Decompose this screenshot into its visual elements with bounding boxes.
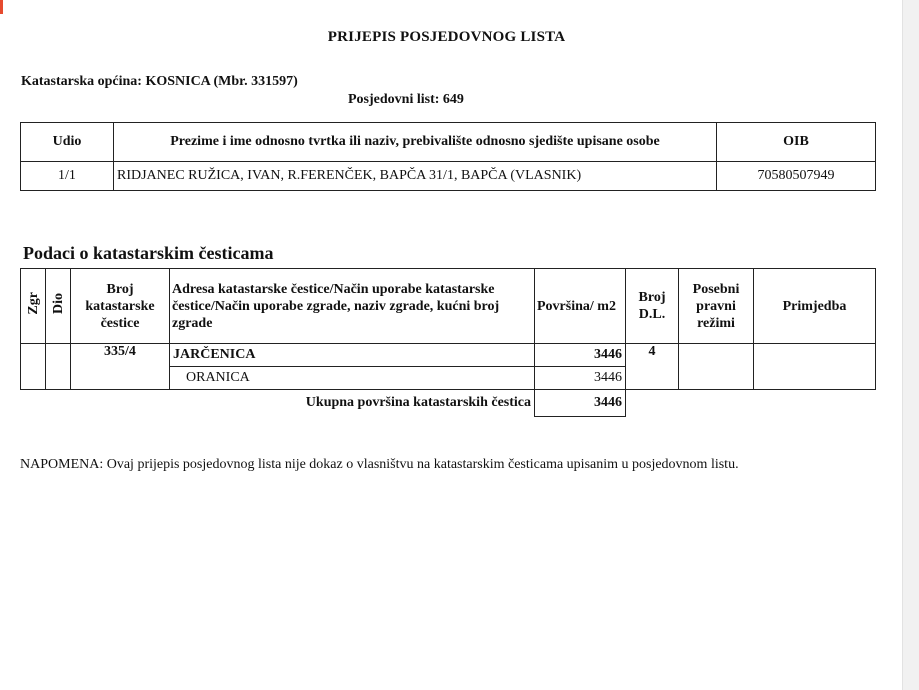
header-share: Udio <box>21 123 114 162</box>
owners-table <box>20 122 876 191</box>
note-text: NAPOMENA: Ovaj prijepis posjedovnog lista nije dokaz o vlasništvu na katastarskim česticama upisanim u posjedovnom listu. <box>20 457 739 472</box>
owners-header-row <box>21 123 876 162</box>
parcel-usage-area: 3446 <box>535 367 626 390</box>
owner-name: RIDJANEC RUŽICA, IVAN, R.FERENČEK, BAPČA 31/1, BAPČA (VLASNIK) <box>114 162 717 191</box>
total-row <box>21 390 876 417</box>
cell-remark <box>754 344 876 390</box>
owner-share: 1/1 <box>21 162 114 191</box>
header-owner-name: Prezime i ime odnosno tvrtka ili naziv, prebivalište odnosno sjedište upisane osobe <box>114 123 717 162</box>
parcel-address: JARČENICA <box>170 344 535 367</box>
header-address: Adresa katastarske čestice/Način uporabe katastarske čestice/Način uporabe zgrade, naziv zgrade, kućni broj zgrade <box>170 269 535 344</box>
table-row <box>21 344 876 367</box>
total-value: 3446 <box>535 390 626 417</box>
header-zgr: Zgr <box>21 269 46 344</box>
header-parcel-number: Broj katastarske čestice <box>71 269 170 344</box>
owner-oib: 70580507949 <box>717 162 876 191</box>
header-legal-regimes: Posebni pravni režimi <box>679 269 754 344</box>
parcels-table <box>20 268 876 417</box>
parcel-usage: ORANICA <box>170 367 535 390</box>
header-area: Površina/ m2 <box>535 269 626 344</box>
vertical-scrollbar[interactable] <box>902 0 919 690</box>
parcel-dl: 4 <box>626 344 679 390</box>
document-title: PRIJEPIS POSJEDOVNOG LISTA <box>327 29 566 45</box>
table-row <box>21 162 876 191</box>
parcel-number: 335/4 <box>71 344 170 390</box>
parcels-heading: Podaci o katastarskim česticama <box>23 243 274 263</box>
cell-dio <box>46 344 71 390</box>
parcels-header-row <box>21 269 876 344</box>
header-dio: Dio <box>46 269 71 344</box>
total-label: Ukupna površina katastarskih čestica <box>305 395 531 410</box>
cell-legal-regimes <box>679 344 754 390</box>
header-oib: OIB <box>717 123 876 162</box>
parcel-area: 3446 <box>535 344 626 367</box>
page-marker <box>0 0 3 14</box>
cell-zgr <box>21 344 46 390</box>
cadastral-municipality: Katastarska općina: KOSNICA (Mbr. 331597) <box>21 74 298 89</box>
header-dl-number: Broj D.L. <box>626 269 679 344</box>
header-remark: Primjedba <box>754 269 876 344</box>
total-spacer <box>626 390 876 417</box>
possession-sheet-number: Posjedovni list: 649 <box>348 92 464 107</box>
